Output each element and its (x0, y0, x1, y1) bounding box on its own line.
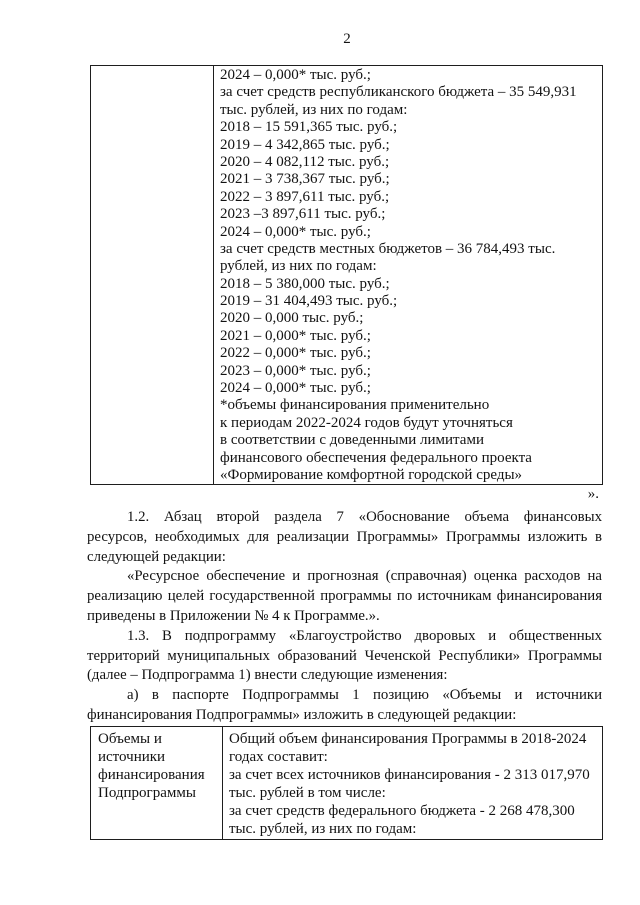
closing-quote-mark: ». (587, 486, 599, 502)
footnote-line: финансового обеспечения федерального проекта (220, 449, 532, 466)
funding-line: рублей, из них по годам: (220, 258, 377, 275)
paragraph-line: финансирования Подпрограммы» изложить в следующей редакции: (87, 706, 517, 723)
funding-line: 2020 – 0,000 тыс. руб.; (220, 310, 364, 327)
label-line: Объемы и (98, 731, 162, 747)
funding-line: 2018 – 15 591,365 тыс. руб.; (220, 119, 398, 136)
label-line: источники (98, 749, 166, 765)
footnote-line: к периодам 2022-2024 годов будут уточняться (220, 414, 513, 431)
paragraph-line: реализацию целей государственной программы по источникам финансирования (87, 588, 602, 605)
label-line: финансирования (98, 767, 205, 783)
paragraph-line: приведены в Приложении № 4 к Программе.». (87, 607, 380, 624)
value-line: тыс. рублей в том числе: (229, 785, 386, 801)
funding-line: 2021 – 0,000* тыс. руб.; (220, 327, 371, 344)
value-line: тыс. рублей, из них по годам: (229, 821, 417, 837)
funding-line: 2024 – 0,000* тыс. руб.; (220, 67, 371, 83)
funding-line: за счет средств республиканского бюджета – 35 549,931 (220, 84, 577, 101)
footnote-line: *объемы финансирования применительно (220, 397, 490, 414)
paragraph-1-2 (87, 508, 602, 567)
paragraph-line: следующей редакции: (87, 548, 226, 565)
paragraph-1-3 (87, 627, 602, 686)
funding-line: 2024 – 0,000* тыс. руб.; (220, 223, 371, 240)
paragraph-line: (далее – Подпрограмма 1) внести следующие изменения: (87, 667, 448, 684)
paragraph-line: «Ресурсное обеспечение и прогнозная (справочная) оценка расходов на (127, 568, 602, 585)
funding-line: 2018 – 5 380,000 тыс. руб.; (220, 275, 390, 292)
value-line: годах составит: (229, 749, 328, 765)
funding-line: 2022 – 0,000* тыс. руб.; (220, 345, 371, 362)
funding-line: за счет средств местных бюджетов – 36 784,493 тыс. (220, 240, 556, 257)
paragraph-item-a (87, 686, 602, 726)
funding-line: 2023 –3 897,611 тыс. руб.; (220, 206, 386, 223)
funding-line: тыс. рублей, из них по годам: (220, 101, 408, 118)
funding-line: 2024 – 0,000* тыс. руб.; (220, 380, 371, 397)
subprogram-funding-value-cell (223, 727, 602, 839)
subprogram-funding-table (90, 726, 603, 840)
funding-line: 2019 – 4 342,865 тыс. руб.; (220, 136, 390, 153)
funding-table-right-cell (214, 66, 602, 484)
funding-table-continued (90, 65, 603, 485)
paragraph-line: 1.3. В подпрограмму «Благоустройство дворовых и общественных (127, 627, 602, 644)
paragraph-line: 1.2. Абзац второй раздела 7 «Обоснование объема финансовых (127, 509, 602, 525)
footnote-line: «Формирование комфортной городской среды» (220, 466, 523, 483)
value-line: Общий объем финансирования Программы в 2018-2024 (229, 731, 587, 747)
funding-line: 2019 – 31 404,493 тыс. руб.; (220, 293, 398, 310)
value-line: за счет средств федерального бюджета - 2 268 478,300 (229, 803, 575, 819)
subprogram-funding-label-cell (91, 727, 223, 839)
value-line: за счет всех источников финансирования - 2 313 017,970 (229, 767, 590, 783)
footnote-line: в соответствии с доведенными лимитами (220, 432, 484, 449)
funding-line: 2022 – 3 897,611 тыс. руб.; (220, 188, 390, 205)
label-line: Подпрограммы (98, 785, 196, 801)
page-number: 2 (343, 31, 351, 47)
funding-line: 2021 – 3 738,367 тыс. руб.; (220, 171, 390, 188)
funding-table-left-cell (91, 66, 214, 484)
funding-line: 2020 – 4 082,112 тыс. руб.; (220, 153, 390, 170)
paragraph-resource-quote (87, 567, 602, 626)
funding-line: 2023 – 0,000* тыс. руб.; (220, 362, 371, 379)
paragraph-line: ресурсов, необходимых для реализации Программы» Программы изложить в (87, 528, 602, 545)
paragraph-line: территорий муниципальных образований Чеченской Республики» Программы (87, 647, 602, 664)
paragraph-line: а) в паспорте Подпрограммы 1 позицию «Объемы и источники (127, 687, 602, 704)
document-body (87, 508, 602, 726)
